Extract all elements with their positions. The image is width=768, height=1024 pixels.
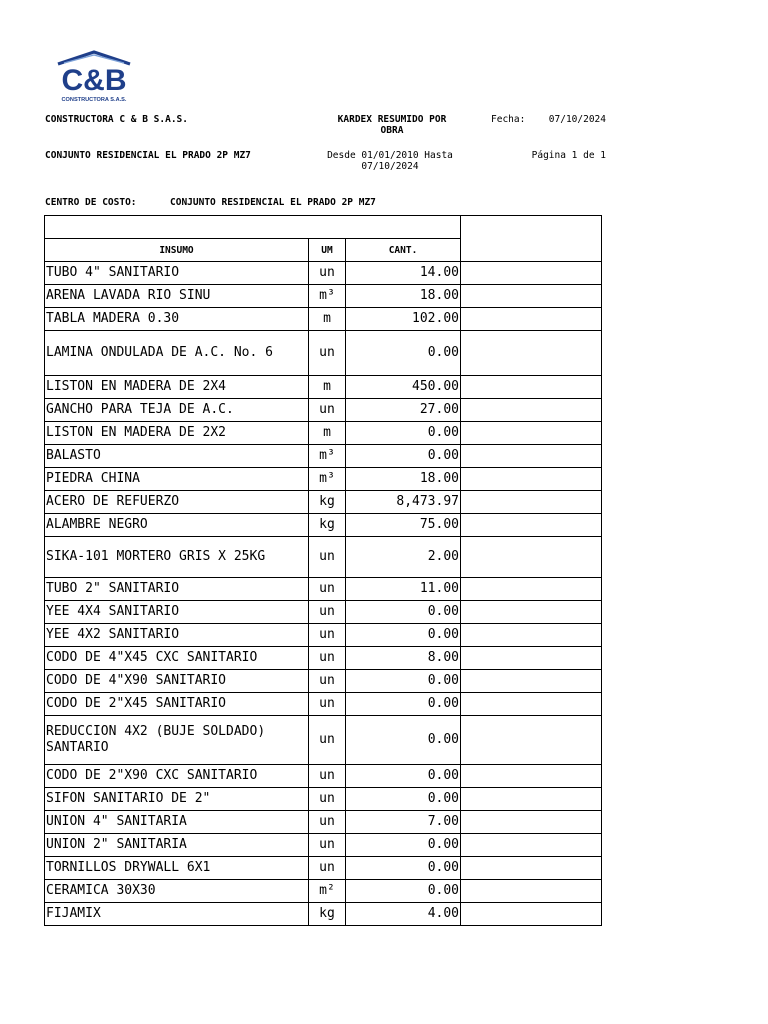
cant-cell: 0.00	[346, 445, 461, 468]
insumo-cell: TUBO 4" SANITARIO	[45, 262, 309, 285]
extra-cell	[461, 601, 602, 624]
um-cell: m³	[309, 285, 346, 308]
extra-cell	[461, 693, 602, 716]
um-cell: un	[309, 765, 346, 788]
cant-cell: 11.00	[346, 578, 461, 601]
extra-cell	[461, 514, 602, 537]
extra-cell	[461, 578, 602, 601]
cant-cell: 14.00	[346, 262, 461, 285]
date-value: 07/10/2024	[548, 114, 606, 125]
um-cell: kg	[309, 903, 346, 926]
cant-cell: 27.00	[346, 399, 461, 422]
cant-cell: 8,473.97	[346, 491, 461, 514]
um-cell: un	[309, 262, 346, 285]
kardex-table	[44, 215, 602, 926]
table-row	[45, 903, 602, 926]
table-row	[45, 514, 602, 537]
extra-cell	[461, 716, 602, 765]
extra-cell	[461, 308, 602, 331]
table-row	[45, 578, 602, 601]
table-row	[45, 857, 602, 880]
project-name: CONJUNTO RESIDENCIAL EL PRADO 2P MZ7	[45, 150, 251, 161]
cant-cell: 18.00	[346, 468, 461, 491]
um-cell: un	[309, 670, 346, 693]
report-title: KARDEX RESUMIDO POR OBRA	[337, 114, 447, 136]
insumo-cell: CODO DE 2"X90 CXC SANITARIO	[45, 765, 309, 788]
extra-cell	[461, 262, 602, 285]
cant-cell: 0.00	[346, 422, 461, 445]
um-cell: un	[309, 578, 346, 601]
table-row	[45, 376, 602, 399]
um-cell: un	[309, 693, 346, 716]
extra-cell	[461, 445, 602, 468]
extra-cell	[461, 537, 602, 578]
extra-cell	[461, 834, 602, 857]
col-header-insumo: INSUMO	[45, 239, 309, 262]
insumo-cell: LAMINA ONDULADA DE A.C. No. 6	[45, 331, 309, 376]
insumo-cell: CODO DE 4"X45 CXC SANITARIO	[45, 647, 309, 670]
insumo-cell: UNION 4" SANITARIA	[45, 811, 309, 834]
extra-cell	[461, 422, 602, 445]
um-cell: un	[309, 331, 346, 376]
table-row	[45, 624, 602, 647]
extra-cell	[461, 376, 602, 399]
cant-cell: 0.00	[346, 624, 461, 647]
table-row	[45, 811, 602, 834]
insumo-cell: ALAMBRE NEGRO	[45, 514, 309, 537]
insumo-cell: TORNILLOS DRYWALL 6X1	[45, 857, 309, 880]
extra-cell	[461, 624, 602, 647]
um-cell: kg	[309, 491, 346, 514]
um-cell: un	[309, 857, 346, 880]
insumo-cell: YEE 4X4 SANITARIO	[45, 601, 309, 624]
um-cell: un	[309, 537, 346, 578]
um-cell: m³	[309, 445, 346, 468]
col-header-cant: CANT.	[346, 239, 461, 262]
insumo-cell: GANCHO PARA TEJA DE A.C.	[45, 399, 309, 422]
table-row	[45, 670, 602, 693]
table-row	[45, 468, 602, 491]
cost-center-label: CENTRO DE COSTO:	[45, 197, 137, 208]
um-cell: m	[309, 376, 346, 399]
insumo-cell: YEE 4X2 SANITARIO	[45, 624, 309, 647]
table-row	[45, 765, 602, 788]
extra-cell	[461, 670, 602, 693]
date-label: Fecha:	[491, 114, 526, 125]
cost-center-value: CONJUNTO RESIDENCIAL EL PRADO 2P MZ7	[170, 197, 376, 208]
insumo-cell: CODO DE 2"X45 SANITARIO	[45, 693, 309, 716]
um-cell: m³	[309, 468, 346, 491]
cant-cell: 2.00	[346, 537, 461, 578]
extra-cell	[461, 399, 602, 422]
table-row	[45, 308, 602, 331]
insumo-cell: TABLA MADERA 0.30	[45, 308, 309, 331]
table-row	[45, 262, 602, 285]
spacer-cell	[45, 216, 461, 239]
um-cell: un	[309, 834, 346, 857]
cant-cell: 0.00	[346, 693, 461, 716]
cant-cell: 4.00	[346, 903, 461, 926]
um-cell: un	[309, 788, 346, 811]
um-cell: un	[309, 624, 346, 647]
insumo-cell: SIKA-101 MORTERO GRIS X 25KG	[45, 537, 309, 578]
extra-cell	[461, 788, 602, 811]
insumo-cell: LISTON EN MADERA DE 2X4	[45, 376, 309, 399]
table-row	[45, 285, 602, 308]
cant-cell: 450.00	[346, 376, 461, 399]
extra-cell	[461, 903, 602, 926]
insumo-cell: CODO DE 4"X90 SANITARIO	[45, 670, 309, 693]
page-number: Página 1 de 1	[531, 150, 606, 161]
um-cell: m	[309, 308, 346, 331]
extra-cell	[461, 765, 602, 788]
table-row	[45, 788, 602, 811]
um-cell: un	[309, 647, 346, 670]
cant-cell: 0.00	[346, 880, 461, 903]
table-row	[45, 601, 602, 624]
extra-cell	[461, 468, 602, 491]
extra-cell	[461, 811, 602, 834]
table-row	[45, 537, 602, 578]
logo-subtext: CONSTRUCTORA S.A.S.	[61, 97, 127, 103]
table-row	[45, 399, 602, 422]
logo-text: C&B	[61, 64, 127, 97]
insumo-cell: ARENA LAVADA RIO SINU	[45, 285, 309, 308]
company-logo	[52, 50, 136, 104]
cant-cell: 0.00	[346, 788, 461, 811]
insumo-cell: FIJAMIX	[45, 903, 309, 926]
um-cell: un	[309, 399, 346, 422]
cant-cell: 75.00	[346, 514, 461, 537]
insumo-cell: CERAMICA 30X30	[45, 880, 309, 903]
insumo-cell: LISTON EN MADERA DE 2X2	[45, 422, 309, 445]
table-row	[45, 491, 602, 514]
um-cell: un	[309, 811, 346, 834]
extra-cell	[461, 331, 602, 376]
um-cell: un	[309, 601, 346, 624]
table-spacer-row	[45, 216, 602, 239]
extra-cell	[461, 285, 602, 308]
cant-cell: 8.00	[346, 647, 461, 670]
table-row	[45, 880, 602, 903]
table-row	[45, 716, 602, 765]
insumo-cell: TUBO 2" SANITARIO	[45, 578, 309, 601]
insumo-cell: SIFON SANITARIO DE 2"	[45, 788, 309, 811]
logo-graphic	[52, 50, 136, 104]
cant-cell: 0.00	[346, 670, 461, 693]
cant-cell: 0.00	[346, 834, 461, 857]
col-header-um: UM	[309, 239, 346, 262]
extra-cell	[461, 857, 602, 880]
um-cell: m²	[309, 880, 346, 903]
table-row	[45, 693, 602, 716]
cant-cell: 0.00	[346, 331, 461, 376]
insumo-cell: REDUCCION 4X2 (BUJE SOLDADO) SANTARIO	[45, 716, 309, 765]
extra-cell	[461, 647, 602, 670]
um-cell: un	[309, 716, 346, 765]
extra-column-header	[461, 216, 602, 262]
cant-cell: 7.00	[346, 811, 461, 834]
extra-cell	[461, 880, 602, 903]
date-range: Desde 01/01/2010 Hasta 07/10/2024	[327, 150, 453, 172]
table-row	[45, 445, 602, 468]
insumo-cell: PIEDRA CHINA	[45, 468, 309, 491]
cant-cell: 0.00	[346, 601, 461, 624]
table-row	[45, 647, 602, 670]
um-cell: kg	[309, 514, 346, 537]
cant-cell: 0.00	[346, 716, 461, 765]
cant-cell: 0.00	[346, 765, 461, 788]
cant-cell: 0.00	[346, 857, 461, 880]
insumo-cell: BALASTO	[45, 445, 309, 468]
cant-cell: 18.00	[346, 285, 461, 308]
um-cell: m	[309, 422, 346, 445]
table-row	[45, 422, 602, 445]
insumo-cell: ACERO DE REFUERZO	[45, 491, 309, 514]
cant-cell: 102.00	[346, 308, 461, 331]
table-row	[45, 331, 602, 376]
insumo-cell: UNION 2" SANITARIA	[45, 834, 309, 857]
company-name: CONSTRUCTORA C & B S.A.S.	[45, 114, 188, 125]
extra-cell	[461, 491, 602, 514]
table-row	[45, 834, 602, 857]
